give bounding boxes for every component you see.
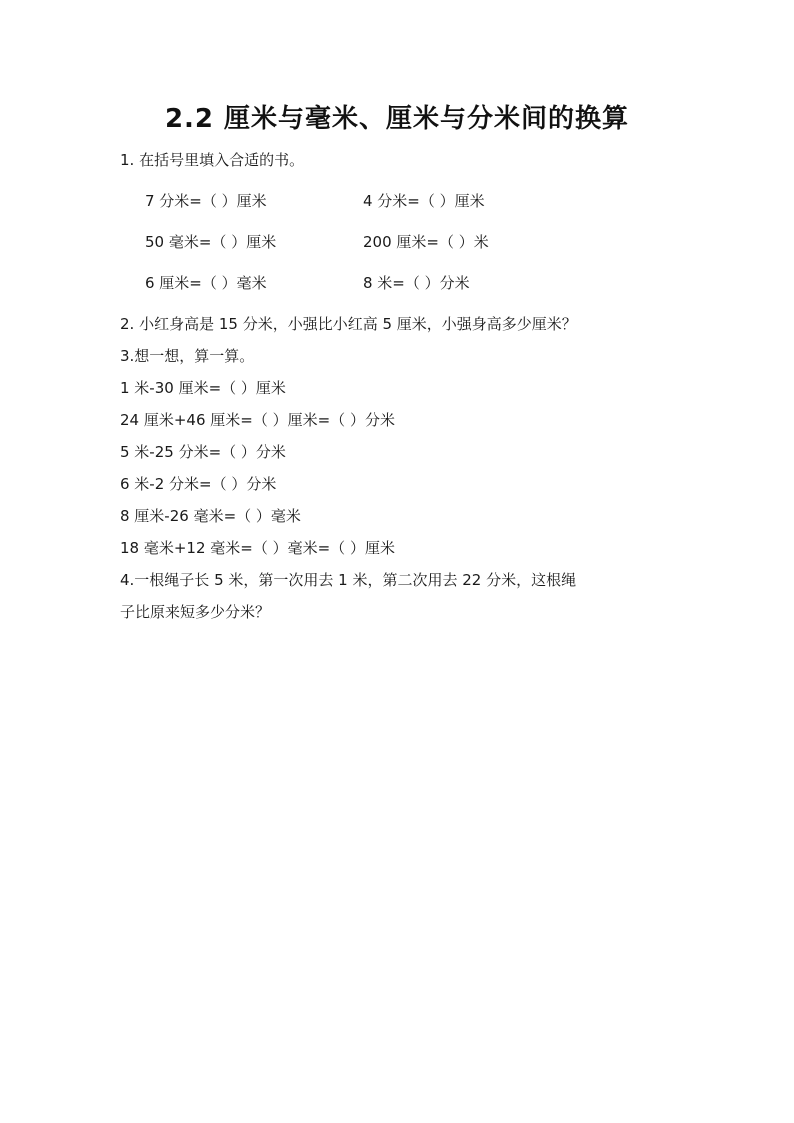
page-title: 2.2 厘米与毫米、厘米与分米间的换算 [164, 104, 630, 134]
q1-item-2b: 200 厘米=（ ）米 [363, 233, 489, 251]
q3-item-1: 1 米-30 厘米=（ ）厘米 [120, 379, 286, 397]
q3-item-5: 8 厘米-26 毫米=（ ）毫米 [120, 507, 301, 525]
question-4-line-2: 子比原来短多少分米？ [120, 603, 271, 621]
q1-item-3b: 8 米=（ ）分米 [363, 274, 470, 292]
question-3-heading: 3.想一想，算一算。 [120, 347, 255, 365]
q3-item-2: 24 厘米+46 厘米=（ ）厘米=（ ）分米 [120, 411, 395, 429]
q1-item-2a: 50 毫米=（ ）厘米 [145, 233, 277, 251]
q1-item-1a: 7 分米=（ ）厘米 [145, 192, 267, 210]
q1-item-1b: 4 分米=（ ）厘米 [363, 192, 485, 210]
question-2-text: 2. 小红身高是 15 分米，小强比小红高 5 厘米，小强身高多少厘米？ [120, 315, 577, 333]
question-4-line-1: 4.一根绳子长 5 米，第一次用去 1 米，第二次用去 22 分米，这根绳 [120, 571, 577, 589]
q3-item-6: 18 毫米+12 毫米=（ ）毫米=（ ）厘米 [120, 539, 395, 557]
q3-item-3: 5 米-25 分米=（ ）分米 [120, 443, 286, 461]
q1-item-3a: 6 厘米=（ ）毫米 [145, 274, 267, 292]
q3-item-4: 6 米-2 分米=（ ）分米 [120, 475, 277, 493]
question-1-heading: 1. 在括号里填入合适的书。 [120, 151, 305, 169]
